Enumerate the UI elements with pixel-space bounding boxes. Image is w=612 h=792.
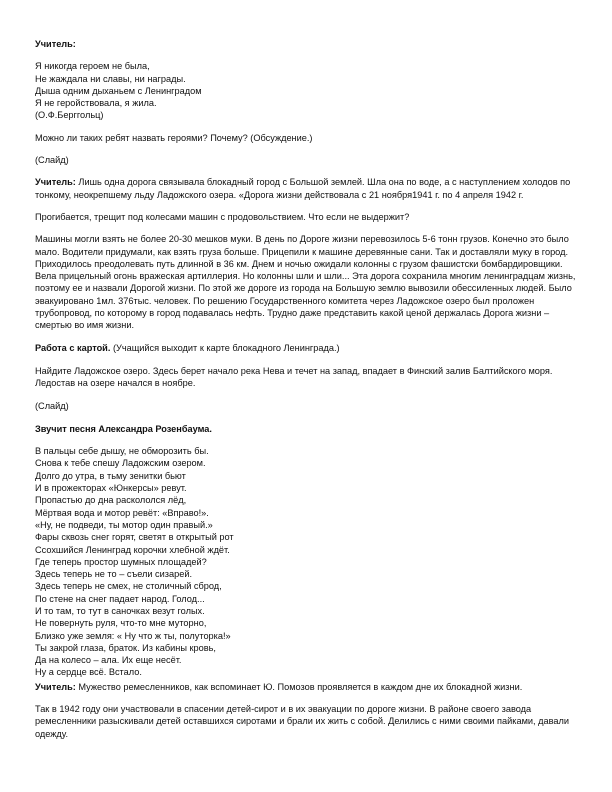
- poem-line: Я никогда героем не была,: [35, 61, 150, 72]
- teacher-paragraph-craftsmen: [35, 681, 582, 693]
- slide-note: (Слайд): [35, 400, 69, 411]
- teacher-text: Лишь одна дорога связывала блокадный город с Большой землей. Шла она по воде, а с наступлением холодов по тонкому, неокрепшему льду Ладожского озера. «Дорога жизни действовала с 21 ноября1941 г. по 4 апреля 1942 г.: [35, 177, 571, 200]
- song-line: И то там, то тут в саночках везут голых.: [35, 605, 205, 616]
- teacher-text: Мужество ремесленников, как вспоминает Ю. Помозов проявляется в каждом дне их блокадной жизни.: [75, 681, 523, 692]
- poem-line: Дыша одним дыханьем с Ленинградом: [35, 85, 202, 96]
- poem-author: (О.Ф.Берггольц): [35, 110, 104, 121]
- song-lyrics: [35, 445, 582, 679]
- song-line: Ну а сердце всё. Встало.: [35, 667, 142, 678]
- song-line: Близко уже земля: « Ну что ж ты, полуторка!»: [35, 630, 231, 641]
- trucks-paragraph: Машины могли взять не более 20-30 мешков муки. В день по Дороге жизни перевозилось 5-6 тонн грузов. Конечно это было мало. Водители придумали, как взять груза больше. Прицепили к машине деревянные сани. Так и доставляли муку в город. Приходилось преодолевать путь длинной в 36 км. Днем и ночью ожидали колонны с грузом фашистски бомбардировщики. Вела прицельный огонь вражеская артиллерия. Но колонны шли и шли... Эта дорога сохранила многим ленинградцам жизнь, поэтому ее и назвали Дорогой жизни. По этой же дороге из города на Большую землю вывозили обессиленных людей. Было эвакуировано 1мл. 376тыс. человек. По решению Государственного комитета через Ладожское озеро был проложен трубопровод, по которому в город подавалась нефть. Трудно даже представить какой ценой держалась Дорога жизни – смертью во имя жизни.: [35, 234, 576, 331]
- orphans-paragraph: Так в 1942 году они участвовали в спасении детей-сирот и в их эвакуации по дороге жизни. В районе своего завода ремесленники разыскивали детей оставшихся сиротами и брали их жить с собой. Делились с ними своими пайками, давали одежду.: [35, 704, 569, 739]
- teacher-label: Учитель:: [35, 681, 76, 692]
- song-line: «Ну, не подведи, ты мотор один правый.»: [35, 519, 213, 530]
- map-work-label: Работа с картой.: [35, 342, 111, 353]
- song-line: В пальцы себе дышу, не обморозить бы.: [35, 446, 209, 457]
- song-line: Здесь теперь не смех, не столичный сброд,: [35, 581, 222, 592]
- teacher-paragraph-road-of-life: [35, 176, 582, 201]
- song-line: Снова к тебе спешу Ладожским озером.: [35, 458, 206, 469]
- song-line: Здесь теперь не то – съели сизарей.: [35, 569, 193, 580]
- poem-line: Не жаждала ни славы, ни награды.: [35, 73, 186, 84]
- song-line: И в прожекторах «Юнкерсы» ревут.: [35, 483, 187, 494]
- slide-note: (Слайд): [35, 155, 69, 166]
- discussion-question: Можно ли таких ребят назвать героями? Почему? (Обсуждение.): [35, 132, 313, 143]
- teacher-label: Учитель:: [35, 177, 76, 188]
- map-work-paragraph: [35, 342, 582, 354]
- song-line: Ты закрой глаза, браток. Из кабины кровь,: [35, 642, 216, 653]
- poem-line: Я не геройствовала, я жила.: [35, 98, 157, 109]
- ice-question: Прогибается, трещит под колесами машин с продовольствием. Что если не выдержит?: [35, 211, 410, 222]
- ladoga-paragraph: Найдите Ладожское озеро. Здесь берет начало река Нева и течет на запад, впадает в Финский залив Балтийского моря. Ледостав на озере начался в ноябре.: [35, 365, 553, 389]
- teacher-heading: Учитель:: [35, 39, 76, 49]
- song-line: Ссохшийся Ленинград корочки хлебной ждёт.: [35, 544, 230, 555]
- song-line: Пропастью до дна раскололся лёд,: [35, 495, 187, 506]
- song-line: По стене на снег падает народ. Голод...: [35, 593, 205, 604]
- song-line: Фары сквозь снег горят, светят в открытый рот: [35, 532, 234, 543]
- map-work-text: (Учащийся выходит к карте блокадного Ленинграда.): [110, 342, 340, 353]
- song-heading: Звучит песня Александра Розенбаума.: [35, 423, 212, 434]
- song-line: Где теперь простор шумных площадей?: [35, 556, 207, 567]
- song-line: Да на колесо – ала. Их еще несёт.: [35, 655, 182, 666]
- poem-berggolts: [35, 60, 582, 121]
- song-line: Мёртвая вода и мотор ревёт: «Вправо!».: [35, 507, 209, 518]
- song-line: Не повернуть руля, что-то мне муторно,: [35, 618, 207, 629]
- song-line: Долго до утра, в тьму зенитки бьют: [35, 470, 186, 481]
